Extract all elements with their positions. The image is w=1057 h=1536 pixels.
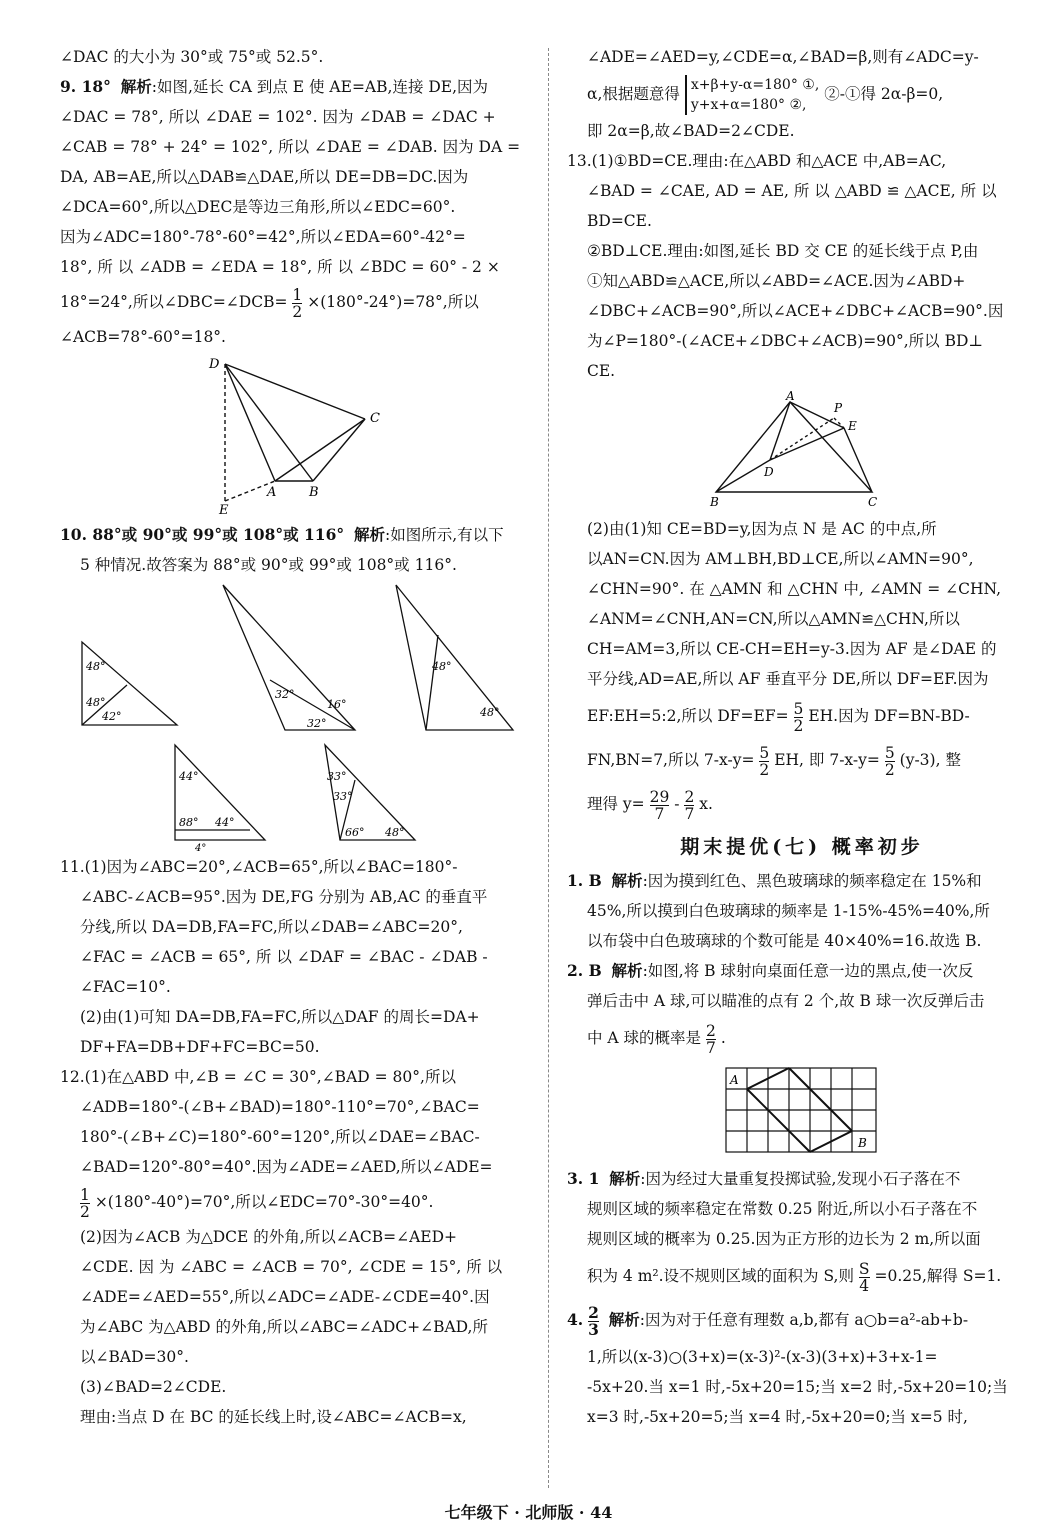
text-line: ∠FAC = ∠ACB = 65°, 所 以 ∠DAF = ∠BAC - ∠DAB -: [80, 948, 488, 966]
text-line: 18°=24°,所以∠DBC=∠DCB= $\frac{1}{2}$ ×(180°-24°)=78°,所以: [60, 285, 479, 321]
text-line: ∠DBC+∠ACB=90°,所以∠ACE+∠DBC+∠ACB=90°.因: [587, 302, 1004, 320]
text-line: ∠FAC=10°.: [80, 978, 171, 996]
text-line: 中 A 球的概率是 $\frac{2}{7}$ .: [587, 1021, 726, 1057]
text-line: -5x+20.当 x=1 时,-5x+20=15;当 x=2 时,-5x+20=10;当: [587, 1378, 1008, 1396]
text-line: ∠ADE=∠AED=y,∠CDE=α,∠BAD=β,则有∠ADC=y-: [587, 48, 979, 66]
angle-label: 42°: [101, 710, 122, 723]
text-line: ∠CAB = 78° + 24° = 102°, 所以 ∠DAE = ∠DAB. 因为 DA =: [60, 138, 521, 156]
fig13-label: A: [786, 390, 795, 403]
q10: 10. 88°或 90°或 99°或 108°或 116° 解析:如图所示,有以下: [60, 525, 504, 544]
fraction: $\frac{S}{4}$: [858, 1259, 870, 1295]
angle-label: 48°: [385, 826, 405, 839]
text-line: ∠DAC = 78°, 所以 ∠DAE = 102°. 因为 ∠DAB = ∠DAC +: [60, 108, 496, 126]
text-line: (2)由(1)知 CE=BD=y,因为点 N 是 AC 的中点,所: [587, 520, 937, 538]
fraction: $\frac{2}{7}$: [706, 1021, 716, 1057]
text-line: x=3 时,-5x+20=5;当 x=4 时,-5x+20=0;当 x=5 时,: [587, 1408, 968, 1426]
section-title: 期末提优(七) 概率初步: [680, 836, 924, 858]
angle-label: 32°: [274, 688, 295, 701]
angle-label: 44°: [215, 816, 235, 829]
text-line: $\frac{1}{2}$ ×(180°-40°)=70°,所以∠EDC=70°-30°=40°.: [80, 1185, 434, 1221]
text-line: 以布袋中白色玻璃球的个数可能是 40×40%=16.故选 B.: [587, 932, 982, 950]
figure-q10-b: [215, 580, 365, 740]
text-line: 18°, 所 以 ∠ADB = ∠EDA = 18°, 所 以 ∠BDC = 60° - 2 ×: [60, 258, 500, 276]
angle-label: 48°: [85, 660, 106, 673]
text-line: 为∠ABC 为△ABD 的外角,所以∠ABC=∠ADC+∠BAD,所: [80, 1318, 488, 1336]
text-line: ∠ACB=78°-60°=18°.: [60, 328, 226, 346]
text-line: 平分线,AD=AE,所以 AF 垂直平分 DE,所以 DF=EF.因为: [587, 670, 989, 688]
left-column: [60, 42, 530, 1432]
text-line: 5 种情况.故答案为 88°或 90°或 99°或 108°或 116°.: [80, 556, 457, 574]
angle-label: 66°: [345, 826, 365, 839]
fig9-label: E: [219, 503, 229, 516]
q12: 12.(1)在△ABD 中,∠B = ∠C = 30°,∠BAD = 80°,所以: [60, 1068, 456, 1086]
text-line: 1,所以(x-3)○(3+x)=(x-3)²-(x-3)(3+x)+3+x-1=: [587, 1348, 938, 1366]
text-line: 180°-(∠B+∠C)=180°-60°=120°,所以∠DAE=∠BAC-: [80, 1128, 480, 1146]
figure-q10-c: [388, 580, 518, 740]
figure-grid: [722, 1064, 882, 1160]
fraction: $\frac{5}{2}$: [884, 743, 895, 779]
text-line: 理由:当点 D 在 BC 的延长线上时,设∠ABC=∠ACB=x,: [80, 1408, 467, 1426]
angle-label: 48°: [480, 706, 500, 719]
fig9-label: D: [209, 357, 220, 372]
fig13-label: E: [848, 419, 857, 433]
fraction: $\frac{2}{3}$: [588, 1302, 599, 1339]
text-line: ∠DCA=60°,所以△DEC是等边三角形,所以∠EDC=60°.: [60, 198, 456, 216]
text-line: 以∠BAD=30°.: [80, 1348, 189, 1366]
fig9-label: A: [267, 485, 277, 500]
s2: 2. B 解析:如图,将 B 球射向桌面任意一边的黑点,使一次反: [567, 961, 974, 980]
s1: 1. B 解析:因为摸到红色、黑色玻璃球的频率稳定在 15%和: [567, 871, 982, 890]
q13: 13.(1)①BD=CE.理由:在△ABD 和△ACE 中,AB=AC,: [567, 152, 947, 170]
figure-q10-d: [165, 740, 275, 852]
figure-q9: [195, 356, 395, 516]
fraction: $\frac{5}{2}$: [793, 699, 804, 735]
text-line: EF:EH=5:2,所以 DF=EF= $\frac{5}{2}$ EH.因为 DF=BN-BD-: [587, 699, 970, 735]
fraction: $\frac{5}{2}$: [759, 743, 770, 779]
angle-label: 88°: [179, 816, 199, 829]
text-line: ②BD⊥CE.理由:如图,延长 BD 交 CE 的延长线于点 P,由: [587, 242, 979, 260]
text-line: 分线,所以 DA=DB,FA=FC,所以∠DAB=∠ABC=20°,: [80, 918, 463, 936]
fig13-label: C: [868, 495, 878, 509]
right-column: [567, 42, 1037, 1432]
q9: 9. 18° 解析:如图,延长 CA 到点 E 使 AE=AB,连接 DE,因为: [60, 77, 489, 96]
angle-label: 32°: [306, 717, 327, 730]
text-line: ∠ADB=180°-(∠B+∠BAD)=180°-110°=70°,∠BAC=: [80, 1098, 480, 1116]
s4: 4. $\frac{2}{3}$ 解析:因为对于任意有理数 a,b,都有 a○b=a²-ab+b-: [567, 1302, 969, 1339]
angle-label: 4°: [195, 843, 207, 852]
s3: 3. 1 解析:因为经过大量重复投掷试验,发现小石子落在不: [567, 1169, 961, 1188]
text-line: CE.: [587, 362, 616, 380]
angle-label: 33°: [333, 790, 353, 803]
text-line: ∠ADE=∠AED=55°,所以∠ADC=∠ADE-∠CDE=40°.因: [80, 1288, 490, 1306]
text-line: CH=AM=3,所以 CE-CH=EH=y-3.因为 AF 是∠DAE 的: [587, 640, 997, 658]
figure-q10-e: [315, 740, 425, 852]
text-line: 45%,所以摸到白色玻璃球的频率是 1-15%-45%=40%,所: [587, 902, 990, 920]
fraction: $\frac{2}{7}$: [684, 787, 695, 823]
column-divider: [548, 48, 549, 1488]
text-line: DF+FA=DB+DF+FC=BC=50.: [80, 1038, 320, 1056]
equation-system: x+β+y-α=180° ①, y+x+α=180° ②,: [685, 75, 819, 115]
text-line: 积为 4 m².设不规则区域的面积为 S,则 $\frac{S}{4}$ =0.25,解得 S=1.: [587, 1259, 1002, 1295]
fraction: $\frac{29}{7}$: [649, 787, 670, 823]
text-line: ∠BAD = ∠CAE, AD = AE, 所 以 △ABD ≌ △ACE, 所 以: [587, 182, 997, 200]
text-line: FN,BN=7,所以 7-x-y= $\frac{5}{2}$ EH, 即 7-x-y= $\frac{5}{2}$ (y-3), 整: [587, 743, 961, 779]
text-line: 因为∠ADC=180°-78°-60°=42°,所以∠EDA=60°-42°=: [60, 228, 466, 246]
fig13-label: P: [834, 401, 843, 415]
figures-q10-row2: [60, 740, 530, 852]
figures-q10-row1: [60, 580, 530, 740]
text-line: (2)因为∠ACB 为△DCE 的外角,所以∠ACB=∠AED+: [80, 1228, 458, 1246]
text-line: 即 2α=β,故∠BAD=2∠CDE.: [587, 122, 795, 140]
text-line: 为∠P=180°-(∠ACE+∠DBC+∠ACB)=90°,所以 BD⊥: [587, 332, 983, 350]
figure-q10-a: [72, 630, 192, 740]
text-line: ∠CHN=90°. 在 △AMN 和 △CHN 中, ∠AMN = ∠CHN,: [587, 580, 1002, 598]
q11: 11.(1)因为∠ABC=20°,∠ACB=65°,所以∠BAC=180°-: [60, 858, 458, 876]
text-line: 规则区域的概率为 0.25.因为正方形的边长为 2 m,所以面: [587, 1230, 981, 1248]
angle-label: 48°: [432, 660, 452, 673]
text-line: (3)∠BAD=2∠CDE.: [80, 1378, 227, 1396]
grid-label: B: [858, 1136, 867, 1150]
text-line: ∠DAC 的大小为 30°或 75°或 52.5°.: [60, 48, 324, 66]
figure-q13: [702, 390, 902, 510]
fig13-label: B: [710, 495, 719, 509]
fig9-label: B: [309, 485, 319, 500]
angle-label: 44°: [179, 770, 199, 783]
text-line: ∠BAD=120°-80°=40°.因为∠ADE=∠AED,所以∠ADE=: [80, 1158, 493, 1176]
text-line: 理得 y= $\frac{29}{7}$ - $\frac{2}{7}$ x.: [587, 787, 713, 823]
fig13-label: D: [764, 465, 774, 479]
text-line: 以AN=CN.因为 AM⊥BH,BD⊥CE,所以∠AMN=90°,: [587, 550, 974, 568]
text-line: 规则区域的频率稳定在常数 0.25 附近,所以小石子落在不: [587, 1200, 978, 1218]
text-line: α,根据题意得 x+β+y-α=180° ①, y+x+α=180° ②, ②-①得 2α-β=0,: [587, 77, 944, 113]
text-line: BD=CE.: [587, 212, 652, 230]
angle-label: 33°: [327, 770, 347, 783]
page-footer: 七年级下 · 北师版 · 44: [444, 1503, 613, 1522]
text-line: (2)由(1)可知 DA=DB,FA=FC,所以△DAF 的周长=DA+: [80, 1008, 480, 1026]
text-line: DA, AB=AE,所以△DAB≌△DAE,所以 DE=DB=DC.因为: [60, 168, 469, 186]
text-line: ∠ABC-∠ACB=95°.因为 DE,FG 分别为 AB,AC 的垂直平: [80, 888, 488, 906]
text-line: 弹后击中 A 球,可以瞄准的点有 2 个,故 B 球一次反弹后击: [587, 992, 985, 1010]
fig9-label: C: [370, 411, 380, 426]
fraction: $\frac{1}{2}$: [292, 285, 303, 321]
fraction: $\frac{1}{2}$: [80, 1185, 90, 1221]
text-line: ∠ANM=∠CNH,AN=CN,所以△AMN≌△CHN,所以: [587, 610, 960, 628]
angle-label: 16°: [326, 698, 347, 711]
text-line: ∠CDE. 因 为 ∠ABC = ∠ACB = 70°, ∠CDE = 15°, 所 以: [80, 1258, 503, 1276]
text-line: ①知△ABD≌△ACE,所以∠ABD=∠ACE.因为∠ABD+: [587, 272, 966, 290]
grid-label: A: [730, 1073, 739, 1087]
angle-label: 48°: [85, 696, 106, 709]
